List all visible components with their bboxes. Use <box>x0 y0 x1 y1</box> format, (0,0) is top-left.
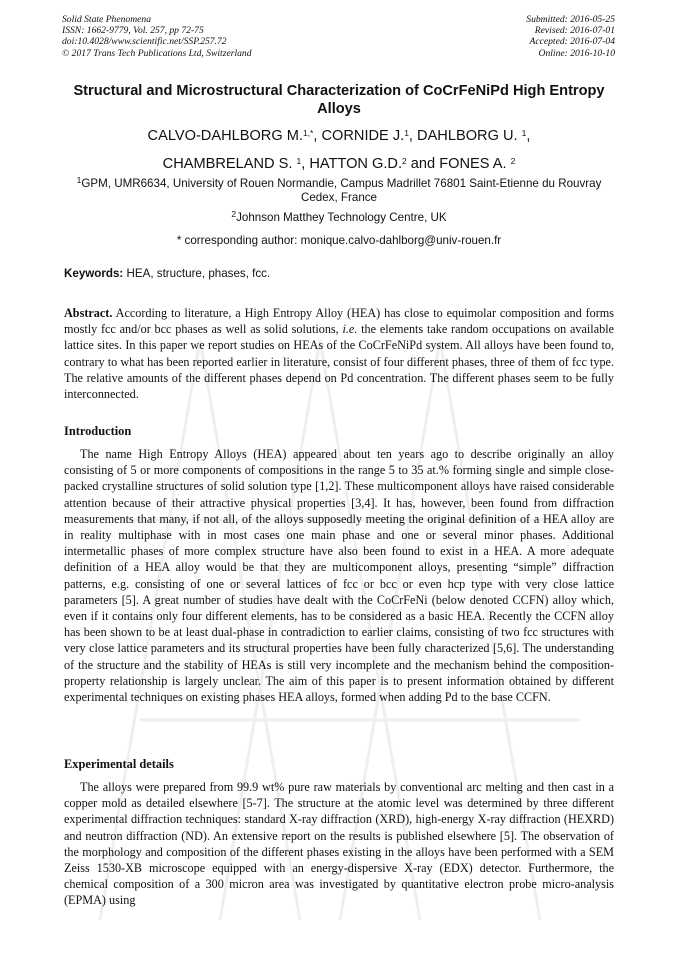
author-name: HATTON G.D. <box>309 156 403 172</box>
section-heading-introduction: Introduction <box>64 424 132 438</box>
author-affiliation-mark: 1 <box>404 127 409 138</box>
author-line-2: CHAMBRELAND S. $^1$, HATTON G.D.$^2$ and FONES A. $^2$ <box>162 155 516 172</box>
journal-issn: ISSN: 1662-9779, Vol. 257, pp 72-75 <box>62 25 204 37</box>
introduction-paragraph: The name High Entropy Alloys (HEA) appeared about ten years ago to describe originally an alloy consisting of 5 or more components of compositions in the range 5 to 35 at.% forming single and simple close-packed crystalline structures of solid solution type [1,2]. These multicomponent alloys have raised considerable attention because of their attractive physical properties [3,4]. It has, however, been found from diffraction measurements that many, if not all, of the alloys supposedly meeting the original definition of a HEA alloy are in reality multiphase with in most cases one main phase and one or several minor phases. Additional intermetallic phases of more complex structure have also been found to exist in a HEA. A more adequate definition of a HEA alloy would be that they are multicomponent alloys, presenting “simple” diffraction patterns, e.g. consisting of one or several lattices of fcc or bcc or even hcp type with very close lattice parameters [5]. A great number of studies have dealt with the CoCrFeNi (below denoted CCFN) alloy which, even if it contains only four different elements, has to be considered as a basic HEA. Recently the CCFN alloy has been shown to be at least dual-phase in contradiction to earlier claims, consisting of two fcc structures with very close lattice parameters and its structural properties have been fully characterized [5,6]. The understanding of the structure and the stability of HEAs is still very incomplete and the mechanism behind the composition-property relationship is largely unclear. The aim of this paper is to present information obtained by different experimental techniques on existing phases HEA alloys, formed when adding Pd to the base CCFN. <box>64 447 614 705</box>
date-submitted: Submitted: 2016-05-25 <box>526 14 615 25</box>
keywords-text: HEA, structure, phases, fcc. <box>123 267 271 280</box>
author-affiliation-mark: 2 <box>402 155 407 166</box>
affiliation-1: $^1$GPM, UMR6634, University of Rouen Normandie, Campus Madrillet 76801 Saint-Etienne du Rouvray Cedex, France <box>76 174 602 205</box>
keywords-label: Keywords: <box>64 267 124 280</box>
author-name: DAHLBORG U. <box>417 128 518 144</box>
journal-doi: doi:10.4028/www.scientific.net/SSP.257.72 <box>62 36 227 48</box>
experimental-paragraph: The alloys were prepared from 99.9 wt% pure raw materials by conventional arc melting and then cast in a copper mold as detailed elsewhere [5-7]. The structure at the atomic level was determined by three different experimental diffraction techniques: standard X-ray diffraction (XRD), high-energy X-ray diffraction (HEXRD) and neutron diffraction (ND). An extensive report on the results is published elsewhere [5]. The observation of the morphology and composition of the different phases existing in the alloys have been performed with a SEM Zeiss 1530-XB microscope equipped with an energy-dispersive X-ray (EDX) detector. Furthermore, the chemical composition of a 300 micron area was investigated by quantitative electron probe micro-analysis (EPMA) using <box>64 780 614 908</box>
author-name: FONES A. <box>439 156 507 172</box>
date-online: Online: 2016-10-10 <box>538 47 615 59</box>
author-name: CALVO-DAHLBORG M. <box>147 128 303 144</box>
author-name: CHAMBRELAND S. <box>162 156 293 172</box>
author-name: CORNIDE J. <box>321 128 405 144</box>
submission-dates <box>526 14 615 59</box>
journal-copyright: © 2017 Trans Tech Publications Ltd, Switzerland <box>62 47 252 59</box>
corresponding-author: * corresponding author: monique.calvo-dahlborg@univ-rouen.fr <box>176 234 502 247</box>
date-revised: Revised: 2016-07-01 <box>534 25 615 37</box>
author-affiliation-mark: 1 <box>296 155 302 166</box>
author-affiliation-mark: 2 <box>510 155 516 166</box>
abstract-label: Abstract. <box>64 306 113 320</box>
keywords <box>64 267 614 280</box>
author-line-1: CALVO-DAHLBORG M.$^{1,*}$, CORNIDE J.$^1$, DAHLBORG U. $^1$, <box>147 127 531 144</box>
abstract: Abstract. According to literature, a High Entropy Alloy (HEA) has close to equimolar composition and forms mostly fcc and/or bcc phases as well as solid solutions, i.e. the elements take random occupations on available lattice sites. In this paper we report studies on HEAs of the CoCrFeNiPd system. All alloys have been found to, contrary to what has been reported earlier in literature, consist of four different phases, three of them of fcc type. The relative amounts of the different phases depend on Pd concentration. The different phases seem to be fully interconnected. <box>64 306 614 402</box>
journal-name: Solid State Phenomena <box>62 14 151 25</box>
author-list <box>60 122 618 178</box>
section-heading-experimental: Experimental details <box>64 757 174 771</box>
author-affiliation-mark: 1 <box>521 127 527 138</box>
paper-title: Structural and Microstructural Characterization of CoCrFeNiPd High Entropy Alloys <box>73 83 605 117</box>
journal-info <box>62 14 252 59</box>
date-accepted: Accepted: 2016-07-04 <box>529 36 615 48</box>
affiliation-2: $^2$Johnson Matthey Technology Centre, UK <box>231 208 447 224</box>
author-affiliation-mark: 1,* <box>302 127 314 138</box>
